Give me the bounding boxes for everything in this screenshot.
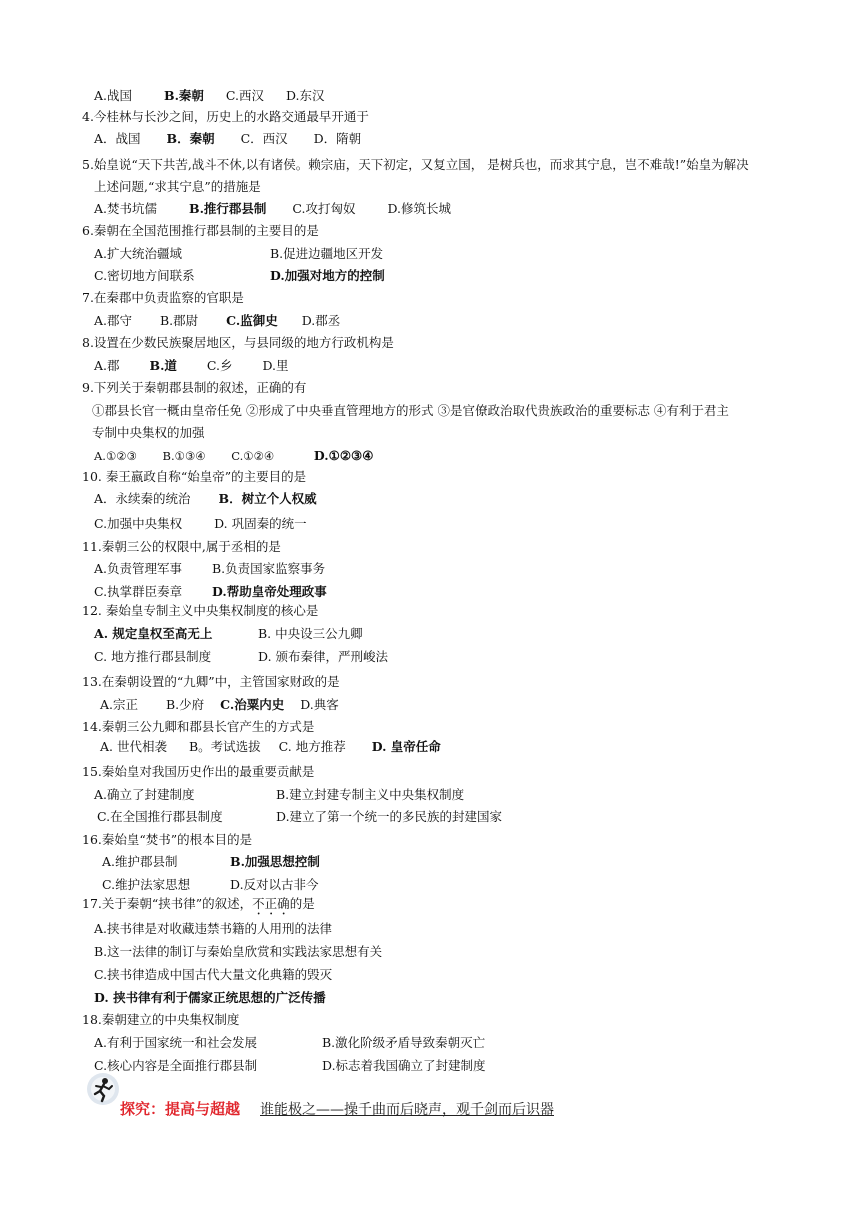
q10-options-row1 [94, 490, 317, 508]
q10-option-a: A．永续秦的统治 [94, 491, 191, 506]
q6-option-c: C.密切地方间联系 [94, 268, 195, 283]
q15-option-a: A.确立了封建制度 [94, 787, 195, 802]
q4-option-c: C．西汉 [240, 131, 288, 146]
q17-option-a: A.挟书律是对收藏违禁书籍的人用刑的法律 [94, 921, 333, 936]
q7-option-b: B.郡尉 [160, 313, 199, 328]
q6-option-d: D.加强对地方的控制 [270, 268, 385, 283]
q18-option-c: C.核心内容是全面推行郡县制 [94, 1058, 258, 1073]
q18-option-a: A.有利于国家统一和社会发展 [94, 1035, 258, 1050]
q9-options [94, 447, 373, 465]
q10-options-row2 [94, 515, 307, 533]
q17-option-b: B.这一法律的制订与秦始皇欣赏和实践法家思想有关 [94, 944, 383, 959]
q17-stem-post: 的是 [289, 896, 315, 911]
q12-option-c: C. 地方推行郡县制度 [94, 649, 212, 664]
q15-stem: 15.秦始皇对我国历史作出的最重要贡献是 [82, 764, 315, 779]
q9-items-line1: ①郡县长官一概由皇帝任免 ②形成了中央垂直管理地方的形式 ③是官僚政治取代贵族政治的重要标志 ④有利于君主 [92, 403, 729, 418]
q9-option-d: D.①②③④ [313, 448, 374, 463]
q7-option-c: C.监御史 [226, 313, 278, 328]
q9-option-a: A.①②③ [94, 449, 137, 463]
q13-option-a: A.宗正 [100, 697, 139, 712]
q14-option-a: A. 世代相袭 [100, 739, 167, 754]
q4-option-b: B．秦朝 [166, 131, 215, 146]
q13-stem: 13.在秦朝设置的“九卿”中，主管国家财政的是 [82, 674, 340, 689]
q3-option-b: B.秦朝 [164, 88, 204, 103]
q16-option-b: B.加强思想控制 [230, 854, 320, 869]
q9-option-b: B.①③④ [162, 449, 206, 463]
q5-option-b: B.推行郡县制 [189, 201, 267, 216]
q4-option-d: D．隋朝 [313, 131, 362, 146]
q11-option-d: D.帮助皇帝处理政事 [212, 584, 327, 599]
q5-option-a: A.焚书坑儒 [94, 201, 158, 216]
q13-options [100, 696, 339, 714]
q11-option-b: B.负责国家监察事务 [212, 561, 326, 576]
q8-option-a: A.郡 [94, 358, 120, 373]
q17-stem [82, 895, 315, 918]
q13-option-c: C.治粟内史 [220, 697, 285, 712]
q5-stem-line1: 5.始皇说“天下共苦,战斗不休,以有诸侯。赖宗庙，天下初定，又复立国， 是树兵也，而求其宁息，岂不难哉!”始皇为解决 [82, 157, 749, 172]
q4-option-a: A．战国 [94, 131, 141, 146]
q8-option-b: B.道 [149, 358, 177, 373]
explore-title: 探究：提高与超越 [120, 1100, 241, 1118]
q8-option-c: C.乡 [206, 358, 233, 373]
q9-items-line2: 专制中央集权的加强 [92, 425, 205, 440]
q11-option-a: A.负责管理军事 [94, 561, 183, 576]
q5-stem-line2: 上述问题,“求其宁息”的措施是 [94, 179, 261, 194]
q11-stem: 11.秦朝三公的权限中,属于丞相的是 [82, 539, 281, 554]
q16-option-c: C.维护法家思想 [102, 877, 191, 892]
q15-option-b: B.建立封建专制主义中央集权制度 [276, 787, 465, 802]
q7-option-a: A.郡守 [94, 313, 133, 328]
q9-option-c: C.①②④ [231, 449, 275, 463]
q12-option-b: B. 中央设三公九卿 [258, 626, 363, 641]
q14-option-d: D. 皇帝任命 [371, 739, 441, 754]
q16-stem: 16.秦始皇“焚书”的根本目的是 [82, 832, 253, 847]
q11-option-c: C.执掌群臣奏章 [94, 584, 183, 599]
q16-option-a: A.维护郡县制 [102, 854, 178, 869]
q14-option-b: B。考试选拔 [188, 739, 261, 754]
q10-stem: 10. 秦王嬴政自称“始皇帝”的主要目的是 [82, 469, 307, 484]
q17-stem-pre: 17.关于秦朝“挟书律”的叙述， [82, 896, 253, 911]
q14-option-c: C. 地方推荐 [278, 739, 346, 754]
q12-option-a: A. 规定皇权至高无上 [94, 626, 213, 641]
runner-icon [86, 1072, 120, 1106]
q14-options [100, 738, 441, 756]
q12-option-d: D. 颁布秦律，严刑峻法 [258, 649, 389, 664]
q4-options [94, 130, 361, 148]
q4-stem: 4.今桂林与长沙之间，历史上的水路交通最早开通于 [82, 109, 369, 124]
q5-option-d: D.修筑长城 [387, 201, 452, 216]
q6-option-a: A.扩大统治疆域 [94, 246, 183, 261]
q17-option-c: C.挟书律造成中国古代大量文化典籍的毁灭 [94, 967, 333, 982]
q13-option-d: D.典客 [300, 697, 339, 712]
q8-options [94, 357, 289, 375]
q3-option-a: A.战国 [94, 88, 133, 103]
q6-stem: 6.秦朝在全国范围推行郡县制的主要目的是 [82, 223, 319, 238]
q5-option-c: C.攻打匈奴 [292, 201, 356, 216]
q3-option-c: C.西汉 [225, 88, 264, 103]
q10-option-d: D. 巩固秦的统一 [214, 516, 307, 531]
q14-stem: 14.秦朝三公九卿和郡县长官产生的方式是 [82, 719, 315, 734]
q6-option-b: B.促进边疆地区开发 [270, 246, 384, 261]
q8-stem: 8.设置在少数民族聚居地区，与县同级的地方行政机构是 [82, 335, 394, 350]
q9-stem: 9.下列关于秦朝郡县制的叙述，正确的有 [82, 380, 307, 395]
q8-option-d: D.里 [262, 358, 289, 373]
q7-options [94, 312, 340, 330]
explore-section [86, 1072, 606, 1118]
q10-option-c: C.加强中央集权 [94, 516, 183, 531]
q18-option-d: D.标志着我国确立了封建制度 [322, 1058, 486, 1073]
q13-option-b: B.少府 [166, 697, 205, 712]
q3-options [94, 87, 325, 105]
q15-option-d: D.建立了第一个统一的多民族的封建国家 [276, 809, 503, 824]
q18-stem: 18.秦朝建立的中央集权制度 [82, 1012, 240, 1027]
q17-stem-emphasis: 不正确 [252, 896, 290, 911]
q7-option-d: D.郡丞 [301, 313, 341, 328]
q15-option-c: C.在全国推行郡县制度 [97, 809, 223, 824]
q7-stem: 7.在秦郡中负责监察的官职是 [82, 290, 244, 305]
q5-options [94, 200, 451, 218]
q16-option-d: D.反对以古非今 [230, 877, 319, 892]
q12-stem: 12. 秦始皇专制主义中央集权制度的核心是 [82, 603, 319, 618]
explore-subtitle: 谁能极之——操千曲而后晓声，观千剑而后识器 [260, 1102, 554, 1118]
q10-option-b: B．树立个人权威 [218, 491, 317, 506]
q18-option-b: B.激化阶级矛盾导致秦朝灭亡 [322, 1035, 486, 1050]
q17-option-d: D. 挟书律有利于儒家正统思想的广泛传播 [94, 990, 326, 1005]
q3-option-d: D.东汉 [285, 88, 325, 103]
